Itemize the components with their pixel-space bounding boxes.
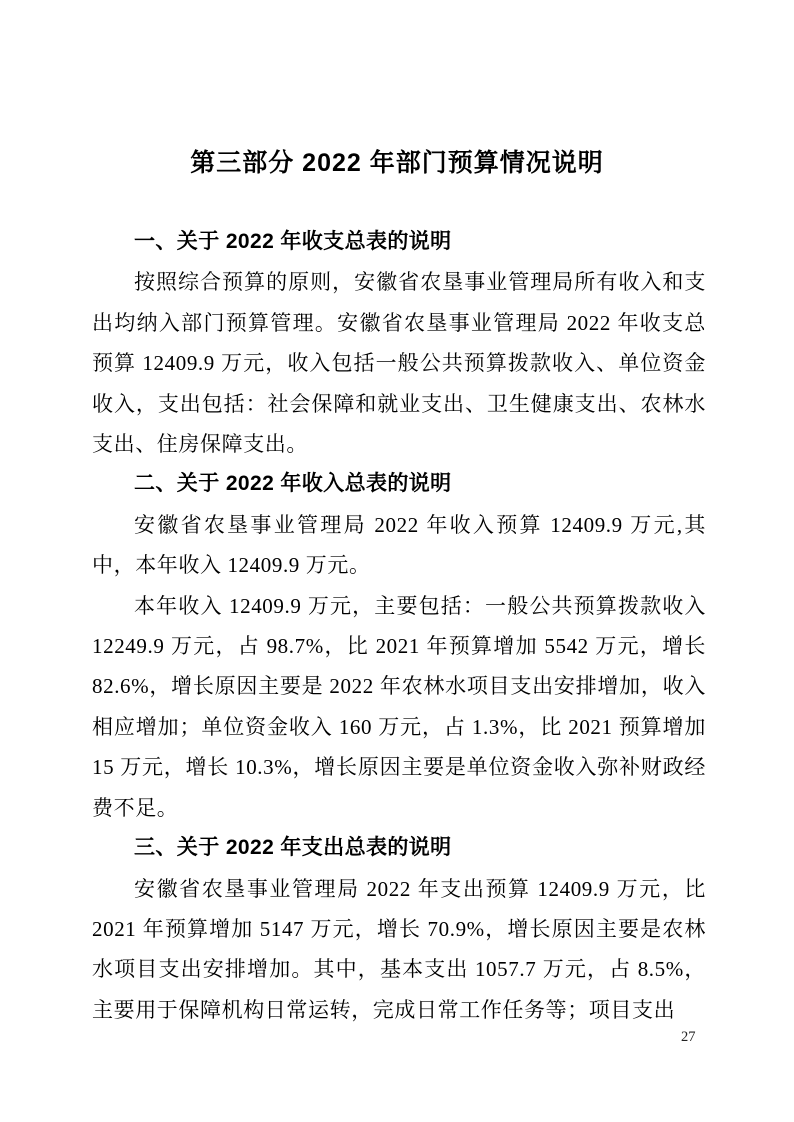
section-heading-1: 一、关于 2022 年收支总表的说明 bbox=[134, 230, 452, 253]
body-paragraph-3: 本年收入 12409.9 万元，主要包括：一般公共预算拨款收入 12249.9 万元，占 98.7%，比 2021 年预算增加 5542 万元，增长 82.6%，增长原因主要是 2022 年农林水项目支出安排增加，收入相应增加；单位资金收入 160 万元，占 1.3%，比 2021 预算增加 15 万元，增长 10.3%，增长原因主要是单位资金收入弥补财政经费不足。 bbox=[92, 593, 706, 820]
body-paragraph-4: 安徽省农垦事业管理局 2022 年支出预算 12409.9 万元，比 2021 年预算增加 5147 万元，增长 70.9%，增长原因主要是农林水项目支出安排增加。其中，基本支出 1057.7 万元，占 8.5%，主要用于保障机构日常运转，完成日常工作任务等；项目支出 bbox=[92, 876, 706, 1022]
section-heading-3: 三、关于 2022 年支出总表的说明 bbox=[134, 836, 452, 860]
document-body bbox=[92, 222, 706, 1030]
body-paragraph-1: 按照综合预算的原则，安徽省农垦事业管理局所有收入和支出均纳入部门预算管理。安徽省农垦事业管理局 2022 年收支总预算 12409.9 万元，收入包括一般公共预算拨款收入、单位资金收入，支出包括：社会保障和就业支出、卫生健康支出、农林水支出、住房保障支出。 bbox=[92, 270, 706, 457]
document-title: 第三部分 2022 年部门预算情况说明 bbox=[190, 149, 604, 177]
body-paragraph-2: 安徽省农垦事业管理局 2022 年收入预算 12409.9 万元,其中，本年收入 12409.9 万元。 bbox=[92, 512, 706, 578]
page-number: 27 bbox=[681, 1029, 696, 1045]
section-heading-2: 二、关于 2022 年收入总表的说明 bbox=[134, 472, 452, 496]
